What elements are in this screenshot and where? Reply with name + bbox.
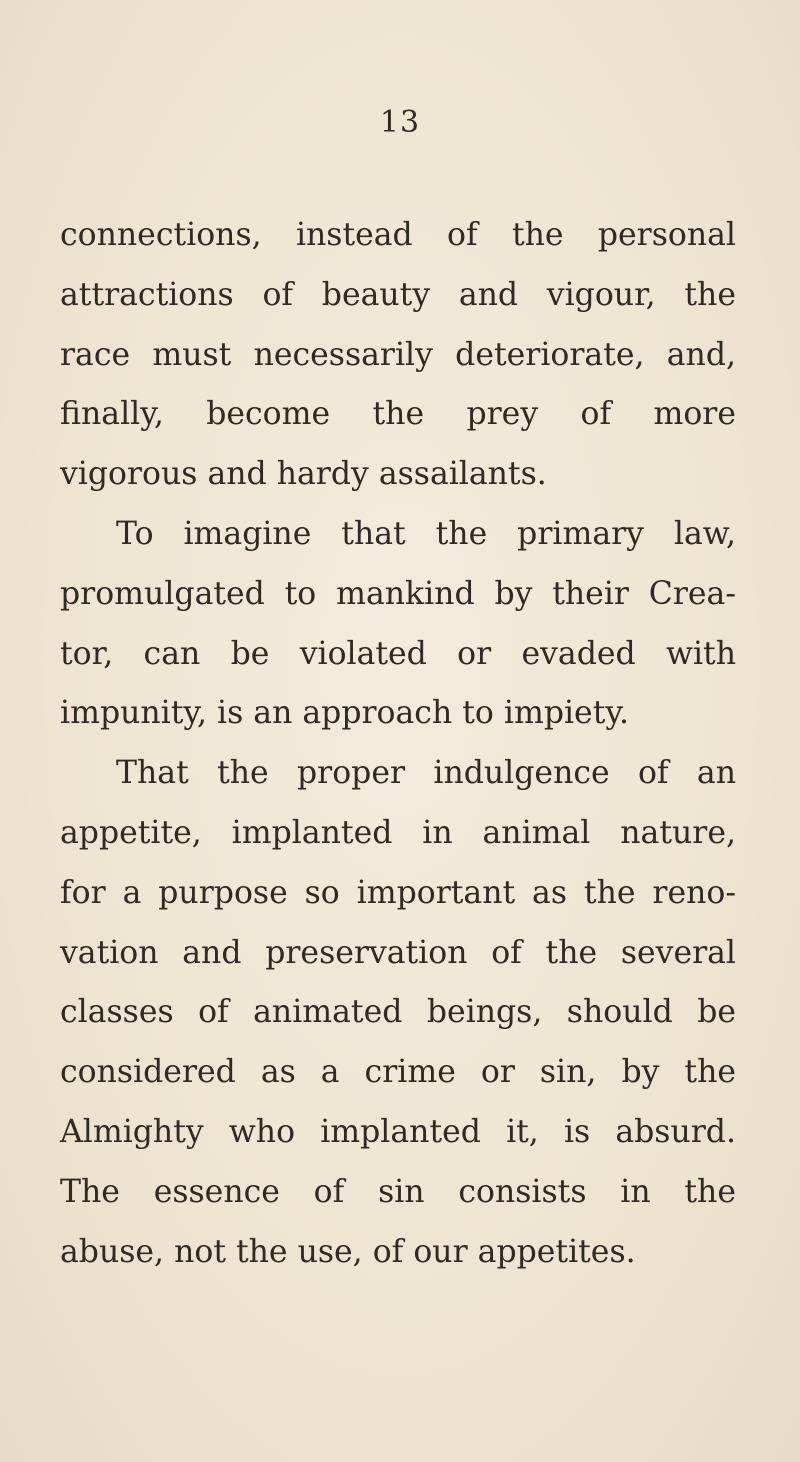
text-line: finally, become the prey of more xyxy=(60,396,736,433)
text-line: for a purpose so important as the reno- xyxy=(60,874,736,911)
text-line: vigorous and hardy assailants. xyxy=(60,456,547,493)
text-line: Almighty who implanted it, is absurd. xyxy=(60,1113,736,1150)
text-line: tor, can be violated or evaded with xyxy=(60,635,736,672)
text-line: To imagine that the primary law, xyxy=(116,515,736,552)
text-line: vation and preservation of the several xyxy=(60,934,736,971)
text-line: promulgated to mankind by their Crea- xyxy=(60,575,736,612)
text-line: considered as a crime or sin, by the xyxy=(60,1054,736,1091)
text-line: That the proper indulgence of an xyxy=(116,755,736,792)
page-number: 13 xyxy=(379,105,421,140)
text-line: race must necessarily deteriorate, and, xyxy=(60,336,736,373)
text-line: connections, instead of the personal xyxy=(60,217,736,253)
text-line: impunity, is an approach to impiety. xyxy=(60,695,629,732)
text-line: classes of animated beings, should be xyxy=(60,994,736,1031)
body-text xyxy=(60,206,736,1282)
text-line: The essence of sin consists in the xyxy=(60,1173,736,1210)
text-line: attractions of beauty and vigour, the xyxy=(60,276,736,313)
text-line: abuse, not the use, of our appetites. xyxy=(60,1233,636,1270)
text-line: appetite, implanted in animal nature, xyxy=(60,814,736,851)
